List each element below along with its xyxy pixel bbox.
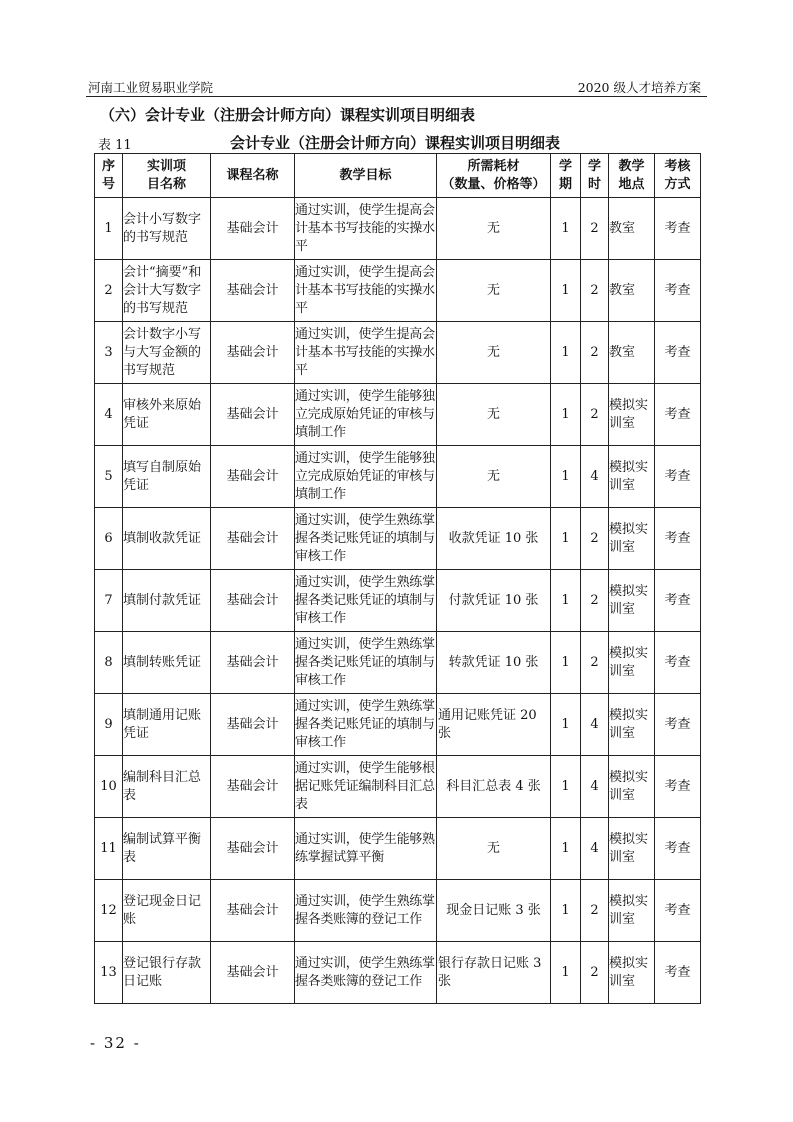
cell-assessment: 考查 xyxy=(655,322,701,384)
cell-goal: 通过实训，使学生提高会计基本书写技能的实操水平 xyxy=(295,198,437,260)
cell-location: 模拟实训室 xyxy=(609,756,655,818)
cell-assessment: 考查 xyxy=(655,198,701,260)
cell-item-name: 填制通用记账凭证 xyxy=(123,694,211,756)
cell-assessment: 考查 xyxy=(655,260,701,322)
cell-goal: 通过实训，使学生提高会计基本书写技能的实操水平 xyxy=(295,322,437,384)
cell-no: 1 xyxy=(95,198,123,260)
cell-item-name: 会计小写数字的书写规范 xyxy=(123,198,211,260)
cell-hours: 4 xyxy=(581,756,609,818)
header-assessment: 考核 方式 xyxy=(655,154,701,198)
cell-materials: 科目汇总表 4 张 xyxy=(437,756,551,818)
cell-goal: 通过实训，使学生能够熟练掌握试算平衡 xyxy=(295,818,437,880)
table-row xyxy=(95,322,701,384)
header-course: 课程名称 xyxy=(211,154,295,198)
table-number: 表 11 xyxy=(98,138,132,153)
cell-location: 模拟实训室 xyxy=(609,384,655,446)
cell-term: 1 xyxy=(551,508,581,570)
header-school-name: 河南工业贸易职业学院 xyxy=(88,80,214,95)
cell-location: 教室 xyxy=(609,260,655,322)
cell-course: 基础会计 xyxy=(211,198,295,260)
cell-course: 基础会计 xyxy=(211,880,295,942)
section-title: （六）会计专业（注册会计师方向）课程实训项目明细表 xyxy=(100,106,476,124)
cell-no: 11 xyxy=(95,818,123,880)
header-item-name: 实训项 目名称 xyxy=(123,154,211,198)
cell-item-name: 填制转账凭证 xyxy=(123,632,211,694)
cell-materials: 无 xyxy=(437,198,551,260)
cell-goal: 通过实训，使学生能够根据记账凭证编制科目汇总表 xyxy=(295,756,437,818)
cell-no: 7 xyxy=(95,570,123,632)
cell-location: 模拟实训室 xyxy=(609,694,655,756)
cell-item-name: 登记银行存款日记账 xyxy=(123,942,211,1004)
cell-item-name: 填制收款凭证 xyxy=(123,508,211,570)
cell-no: 13 xyxy=(95,942,123,1004)
header-location: 教学 地点 xyxy=(609,154,655,198)
cell-assessment: 考查 xyxy=(655,632,701,694)
header-no: 序 号 xyxy=(95,154,123,198)
cell-course: 基础会计 xyxy=(211,446,295,508)
cell-item-name: 会计“摘要”和会计大写数字的书写规范 xyxy=(123,260,211,322)
table-row xyxy=(95,632,701,694)
cell-course: 基础会计 xyxy=(211,756,295,818)
cell-location: 教室 xyxy=(609,198,655,260)
cell-goal: 通过实训，使学生提高会计基本书写技能的实操水平 xyxy=(295,260,437,322)
cell-materials: 银行存款日记账 3 张 xyxy=(437,942,551,1004)
cell-term: 1 xyxy=(551,198,581,260)
table-row xyxy=(95,942,701,1004)
cell-course: 基础会计 xyxy=(211,384,295,446)
cell-term: 1 xyxy=(551,322,581,384)
header-term: 学 期 xyxy=(551,154,581,198)
table-row xyxy=(95,694,701,756)
cell-materials: 无 xyxy=(437,322,551,384)
cell-goal: 通过实训，使学生熟练掌握各类账簿的登记工作 xyxy=(295,942,437,1004)
cell-hours: 2 xyxy=(581,942,609,1004)
cell-term: 1 xyxy=(551,446,581,508)
cell-term: 1 xyxy=(551,942,581,1004)
cell-goal: 通过实训，使学生熟练掌握各类记账凭证的填制与审核工作 xyxy=(295,570,437,632)
cell-materials: 无 xyxy=(437,446,551,508)
cell-item-name: 编制科目汇总表 xyxy=(123,756,211,818)
cell-course: 基础会计 xyxy=(211,632,295,694)
cell-hours: 2 xyxy=(581,632,609,694)
cell-item-name: 登记现金日记账 xyxy=(123,880,211,942)
table-header-row xyxy=(95,154,701,198)
cell-materials: 现金日记账 3 张 xyxy=(437,880,551,942)
cell-item-name: 填制付款凭证 xyxy=(123,570,211,632)
cell-goal: 通过实训，使学生能够独立完成原始凭证的审核与填制工作 xyxy=(295,384,437,446)
header-divider xyxy=(86,96,707,97)
cell-materials: 转款凭证 10 张 xyxy=(437,632,551,694)
table-row xyxy=(95,508,701,570)
cell-no: 8 xyxy=(95,632,123,694)
cell-hours: 2 xyxy=(581,322,609,384)
cell-assessment: 考查 xyxy=(655,756,701,818)
cell-materials: 无 xyxy=(437,384,551,446)
table-body xyxy=(95,198,701,1004)
cell-term: 1 xyxy=(551,880,581,942)
header-materials: 所需耗材 （数量、价格等） xyxy=(437,154,551,198)
cell-term: 1 xyxy=(551,632,581,694)
cell-course: 基础会计 xyxy=(211,942,295,1004)
cell-no: 4 xyxy=(95,384,123,446)
cell-location: 模拟实训室 xyxy=(609,818,655,880)
table-row xyxy=(95,446,701,508)
cell-item-name: 编制试算平衡表 xyxy=(123,818,211,880)
cell-assessment: 考查 xyxy=(655,818,701,880)
table-row xyxy=(95,384,701,446)
table-row xyxy=(95,570,701,632)
table-row xyxy=(95,756,701,818)
cell-no: 6 xyxy=(95,508,123,570)
cell-course: 基础会计 xyxy=(211,260,295,322)
cell-hours: 2 xyxy=(581,260,609,322)
cell-term: 1 xyxy=(551,756,581,818)
cell-item-name: 填写自制原始凭证 xyxy=(123,446,211,508)
cell-location: 模拟实训室 xyxy=(609,942,655,1004)
cell-location: 模拟实训室 xyxy=(609,880,655,942)
cell-term: 1 xyxy=(551,694,581,756)
cell-goal: 通过实训，使学生能够独立完成原始凭证的审核与填制工作 xyxy=(295,446,437,508)
cell-goal: 通过实训，使学生熟练掌握各类记账凭证的填制与审核工作 xyxy=(295,508,437,570)
cell-term: 1 xyxy=(551,818,581,880)
cell-term: 1 xyxy=(551,570,581,632)
cell-materials: 通用记账凭证 20 张 xyxy=(437,694,551,756)
cell-course: 基础会计 xyxy=(211,570,295,632)
cell-hours: 2 xyxy=(581,198,609,260)
header-plan-title: 2020 级人才培养方案 xyxy=(577,80,701,95)
cell-no: 12 xyxy=(95,880,123,942)
cell-location: 模拟实训室 xyxy=(609,632,655,694)
cell-materials: 无 xyxy=(437,818,551,880)
table-row xyxy=(95,880,701,942)
cell-materials: 收款凭证 10 张 xyxy=(437,508,551,570)
header-goal: 教学目标 xyxy=(295,154,437,198)
table-row xyxy=(95,260,701,322)
training-items-table xyxy=(94,153,701,1004)
cell-assessment: 考查 xyxy=(655,508,701,570)
cell-assessment: 考查 xyxy=(655,942,701,1004)
page-number: - 32 - xyxy=(90,1034,141,1052)
cell-term: 1 xyxy=(551,384,581,446)
cell-goal: 通过实训，使学生熟练掌握各类账簿的登记工作 xyxy=(295,880,437,942)
cell-hours: 4 xyxy=(581,694,609,756)
cell-goal: 通过实训，使学生熟练掌握各类记账凭证的填制与审核工作 xyxy=(295,694,437,756)
cell-no: 9 xyxy=(95,694,123,756)
cell-no: 5 xyxy=(95,446,123,508)
cell-assessment: 考查 xyxy=(655,446,701,508)
cell-hours: 2 xyxy=(581,384,609,446)
cell-no: 2 xyxy=(95,260,123,322)
cell-assessment: 考查 xyxy=(655,570,701,632)
cell-materials: 无 xyxy=(437,260,551,322)
cell-no: 10 xyxy=(95,756,123,818)
cell-term: 1 xyxy=(551,260,581,322)
table-row xyxy=(95,818,701,880)
cell-assessment: 考查 xyxy=(655,880,701,942)
cell-location: 模拟实训室 xyxy=(609,446,655,508)
cell-location: 模拟实训室 xyxy=(609,508,655,570)
table-row xyxy=(95,198,701,260)
cell-course: 基础会计 xyxy=(211,818,295,880)
cell-assessment: 考查 xyxy=(655,694,701,756)
cell-course: 基础会计 xyxy=(211,322,295,384)
cell-location: 模拟实训室 xyxy=(609,570,655,632)
cell-assessment: 考查 xyxy=(655,384,701,446)
cell-hours: 4 xyxy=(581,446,609,508)
cell-no: 3 xyxy=(95,322,123,384)
table-caption: 会计专业（注册会计师方向）课程实训项目明细表 xyxy=(230,134,561,152)
cell-course: 基础会计 xyxy=(211,694,295,756)
cell-materials: 付款凭证 10 张 xyxy=(437,570,551,632)
cell-location: 教室 xyxy=(609,322,655,384)
cell-course: 基础会计 xyxy=(211,508,295,570)
header-hours: 学 时 xyxy=(581,154,609,198)
cell-item-name: 会计数字小写与大写金额的书写规范 xyxy=(123,322,211,384)
cell-goal: 通过实训，使学生熟练掌握各类记账凭证的填制与审核工作 xyxy=(295,632,437,694)
cell-hours: 2 xyxy=(581,880,609,942)
cell-item-name: 审核外来原始凭证 xyxy=(123,384,211,446)
cell-hours: 4 xyxy=(581,818,609,880)
cell-hours: 2 xyxy=(581,570,609,632)
cell-hours: 2 xyxy=(581,508,609,570)
